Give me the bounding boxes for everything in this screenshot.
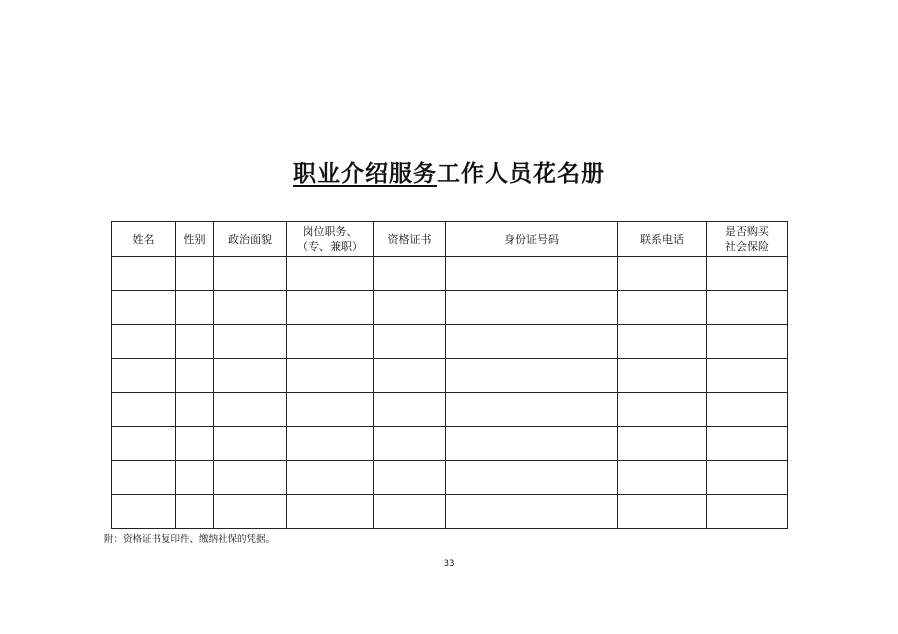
table-cell <box>707 291 788 325</box>
header-id-number: 身份证号码 <box>446 222 618 257</box>
table-cell <box>374 495 446 529</box>
table-cell <box>214 461 287 495</box>
table-cell <box>446 393 618 427</box>
table-cell <box>214 291 287 325</box>
table-row <box>112 325 788 359</box>
table-row <box>112 461 788 495</box>
table-row <box>112 495 788 529</box>
header-position: 岗位职务、 （专、兼职） <box>287 222 374 257</box>
staff-roster-table <box>111 221 788 529</box>
footnote: 附：资格证书复印件、缴纳社保的凭据。 <box>104 534 276 545</box>
table-cell <box>214 257 287 291</box>
title-rest-part: 工作人员花名册 <box>437 161 605 187</box>
table-cell <box>176 393 214 427</box>
table-cell <box>287 325 374 359</box>
table-cell <box>446 427 618 461</box>
table-cell <box>176 291 214 325</box>
title-underlined-part: 职业介绍服务 <box>293 161 437 187</box>
table-cell <box>618 461 707 495</box>
table-cell <box>176 257 214 291</box>
table-row <box>112 291 788 325</box>
table-cell <box>374 461 446 495</box>
table-cell <box>618 257 707 291</box>
table-cell <box>214 427 287 461</box>
table-cell <box>374 257 446 291</box>
table-cell <box>707 257 788 291</box>
table-row <box>112 393 788 427</box>
table-cell <box>176 325 214 359</box>
table-cell <box>446 291 618 325</box>
table-cell <box>618 427 707 461</box>
header-social-insurance: 是否购买 社会保险 <box>707 222 788 257</box>
table-cell <box>618 291 707 325</box>
table-cell <box>112 393 176 427</box>
header-certificate: 资格证书 <box>374 222 446 257</box>
table-cell <box>446 495 618 529</box>
table-cell <box>446 325 618 359</box>
table-cell <box>707 325 788 359</box>
table-cell <box>214 325 287 359</box>
table-cell <box>287 461 374 495</box>
table-cell <box>707 393 788 427</box>
table-row <box>112 359 788 393</box>
table-cell <box>446 257 618 291</box>
table-cell <box>618 393 707 427</box>
table-cell <box>287 291 374 325</box>
table-cell <box>287 495 374 529</box>
table-cell <box>112 427 176 461</box>
table-cell <box>707 495 788 529</box>
page-number: 33 <box>443 559 455 569</box>
table-cell <box>707 461 788 495</box>
header-gender: 性别 <box>176 222 214 257</box>
table-cell <box>176 359 214 393</box>
header-name: 姓名 <box>112 222 176 257</box>
table-cell <box>112 325 176 359</box>
table-cell <box>707 427 788 461</box>
table-cell <box>374 393 446 427</box>
table-cell <box>374 359 446 393</box>
table-cell <box>112 359 176 393</box>
table-cell <box>618 495 707 529</box>
table-body <box>112 257 788 529</box>
table-cell <box>112 495 176 529</box>
table-cell <box>176 495 214 529</box>
table-row <box>112 427 788 461</box>
table-cell <box>446 359 618 393</box>
table-cell <box>214 495 287 529</box>
table-cell <box>112 291 176 325</box>
table-cell <box>214 393 287 427</box>
table-cell <box>374 291 446 325</box>
table-cell <box>287 257 374 291</box>
table-cell <box>618 359 707 393</box>
table-cell <box>176 461 214 495</box>
table-cell <box>374 427 446 461</box>
header-political-status: 政治面貌 <box>214 222 287 257</box>
table-cell <box>446 461 618 495</box>
table-cell <box>214 359 287 393</box>
page-title <box>0 159 898 189</box>
table-cell <box>287 427 374 461</box>
table-cell <box>176 427 214 461</box>
table-cell <box>112 257 176 291</box>
table-header-row <box>112 222 788 257</box>
header-phone: 联系电话 <box>618 222 707 257</box>
table-cell <box>287 359 374 393</box>
table-cell <box>112 461 176 495</box>
table-cell <box>707 359 788 393</box>
table-cell <box>374 325 446 359</box>
table-cell <box>618 325 707 359</box>
table-cell <box>287 393 374 427</box>
table-row <box>112 257 788 291</box>
